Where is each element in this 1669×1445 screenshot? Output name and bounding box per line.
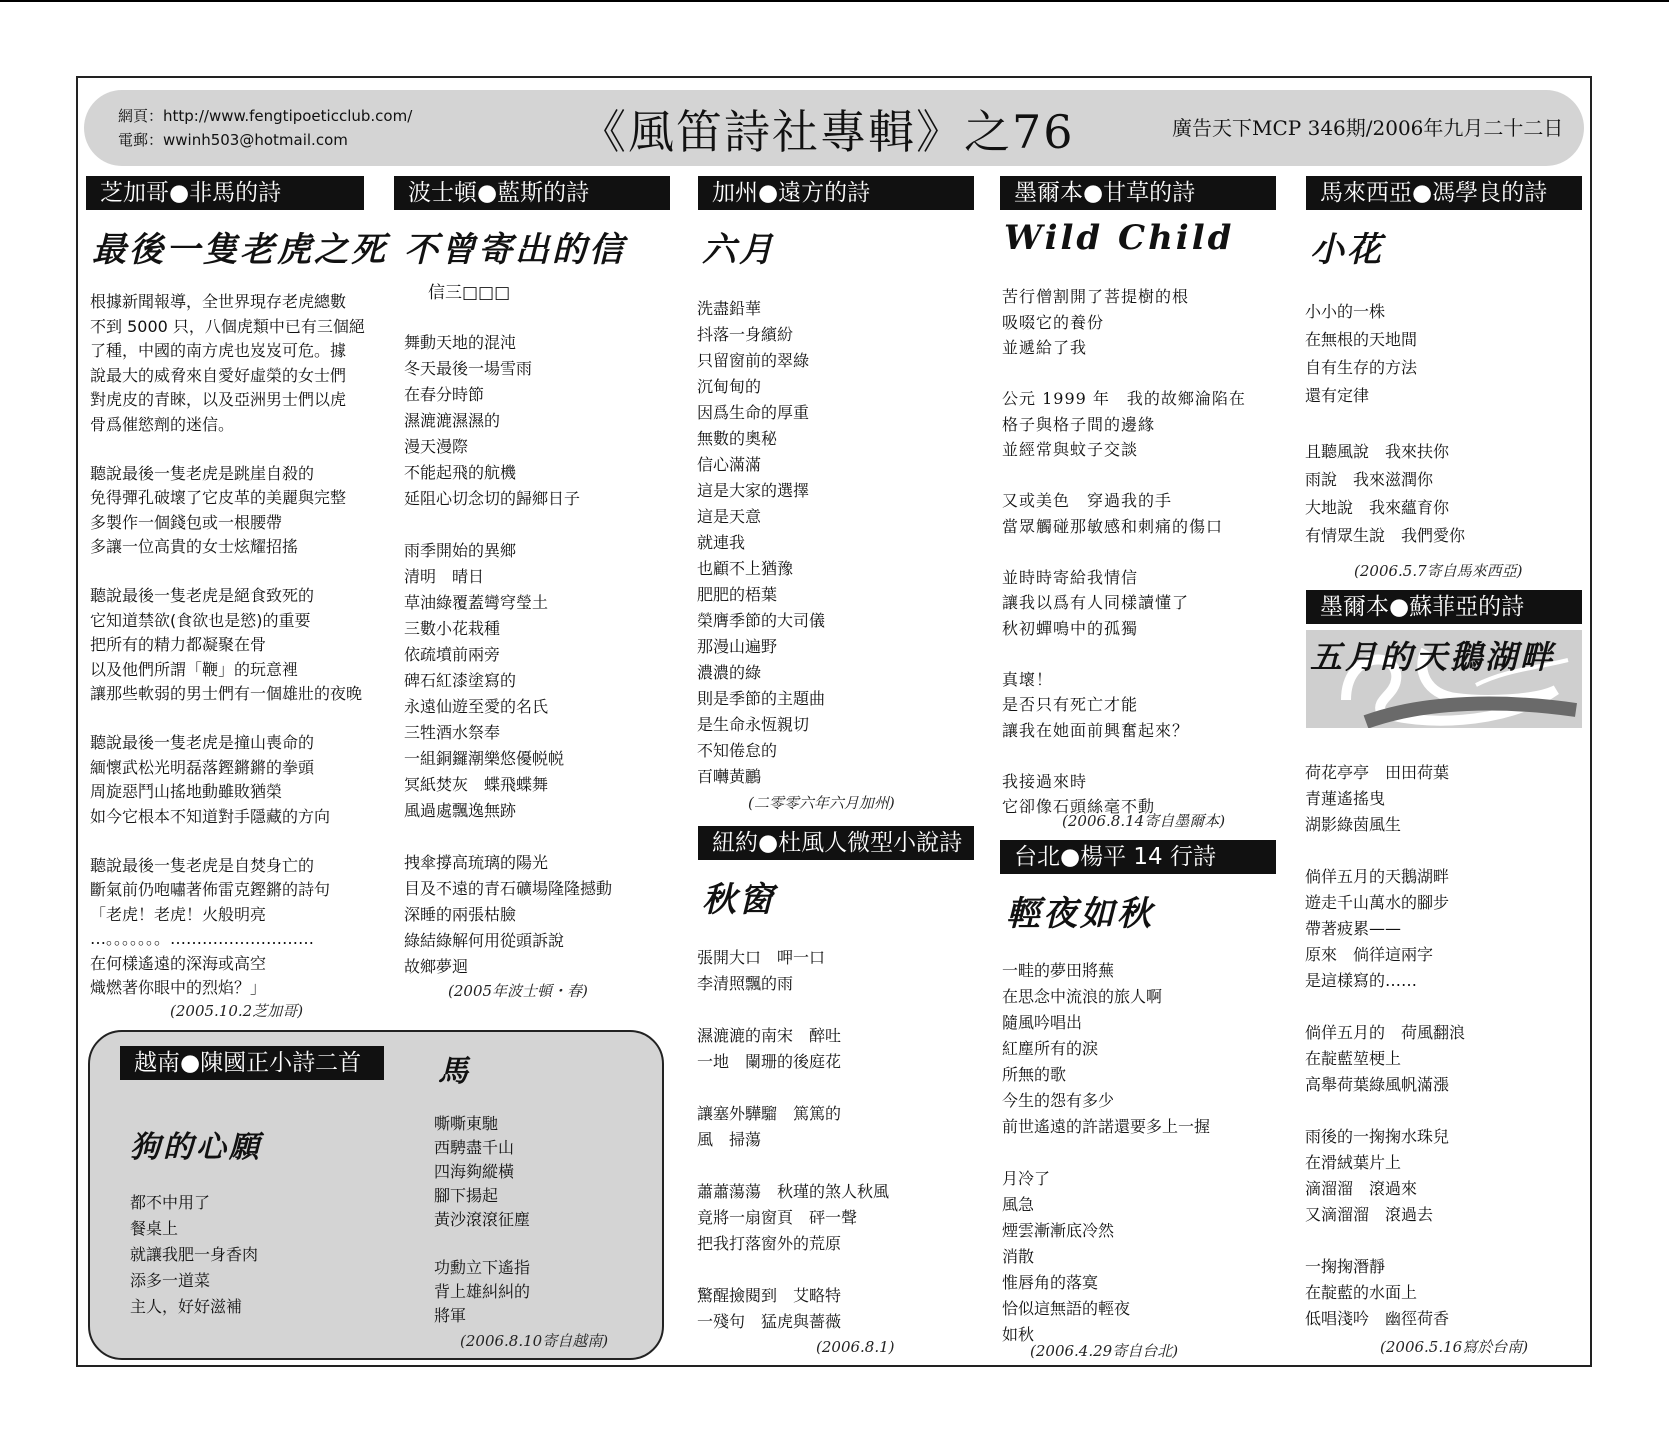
poem-body-june: 洗盡鉛華 抖落一身繽紛 只留窗前的翠綠 沉甸甸的 因爲生命的厚重 無數的奧秘 信心滿滿 這是大家的選擇 這是天意 就連我 也顧不上猶豫 肥肥的梧葉 榮膺季節的大司儀 那漫山遍野 濃濃的綠 則是季節的主題曲 是生命永恆親切 不知倦怠的 百囀黃鸝	[697, 299, 826, 786]
poem-title-horse: 馬	[438, 1054, 471, 1089]
poem-note-light-night: (2006.4.29寄自台北)	[1030, 1342, 1179, 1360]
website-link[interactable]: 網頁：http://www.fengtipoeticclub.com/	[118, 107, 413, 125]
poem-note-unsent-letter: (2005年波士頓・春)	[448, 982, 588, 1000]
section-header-melbourne-gancao: 墨爾本●甘草的詩	[1000, 176, 1276, 210]
poem-title-little-flower: 小花	[1310, 230, 1384, 270]
poem-title-swan-lake: 五月的天鵝湖畔	[1310, 638, 1556, 676]
section-header-malaysia: 馬來西亞●馮學良的詩	[1306, 176, 1582, 210]
poem-body-autumn-window: 張開大口 呷一口 李清照飄的雨 濕漉漉的南宋 醉吐 一地 闌珊的後庭花 讓塞外驊騮 篤篤的 風 掃蕩 蕭蕭蕩蕩 秋瑾的煞人秋風 竟將一扇窗頁 砰一聲 把我打落窗外的荒原 驚醒撿閱到 艾略特 一殘句 猛虎與薔薇	[697, 948, 890, 1331]
poem-subtitle-unsent-letter: 信三□□□	[428, 283, 511, 303]
poem-body-dog-wish: 都不中用了 餐桌上 就讓我肥一身香肉 添多一道菜 主人，好好滋補	[130, 1193, 259, 1316]
poem-body-wild-child: 苦行僧割開了菩提樹的根 吸啜它的養份 並遞給了我 公元 1999 年 我的故鄉淪陷在 格子與格子間的邊緣 並經常與蚊子交談 又或美色 穿過我的手 當眾觸碰那敏感和刺痛的傷口 並時時寄給我情信 讓我以爲有人同樣讀懂了 秋初蟬鳴中的孤獨 真壞！ 是否只有死亡才能 讓我在她面前興奮起來？ 我接過來時 它卻像石頭絲毫不動	[1002, 287, 1246, 816]
contact-info	[118, 104, 412, 152]
poem-title-unsent-letter: 不曾寄出的信	[404, 230, 626, 270]
poem-note-autumn-window: (2006.8.1)	[816, 1338, 895, 1356]
poem-title-last-tiger: 最後一隻老虎之死	[92, 230, 388, 270]
section-header-california: 加州●遠方的詩	[698, 176, 974, 210]
poem-title-light-night: 輕夜如秋	[1006, 894, 1154, 934]
poem-note-vietnam: (2006.8.10寄自越南)	[460, 1332, 609, 1350]
section-header-boston: 波士頓●藍斯的詩	[394, 176, 670, 210]
poem-body-light-night: 一畦的夢田將蕪 在思念中流浪的旅人啊 隨風吟唱出 紅塵所有的淚 所無的歌 今生的怨有多少 前世遙遠的許諾還要多上一握 月冷了 風急 煙雲漸漸底冷然 消散 惟唇角的落寞 恰似這無語的輕夜 如秋	[1002, 961, 1211, 1344]
poem-title-june: 六月	[702, 230, 776, 270]
section-header-taipei: 台北●楊平 14 行詩	[1000, 840, 1276, 874]
section-header-melbourne-sophia: 墨爾本●蘇菲亞的詩	[1306, 590, 1582, 624]
poem-body-little-flower: 小小的一株 在無根的天地間 自有生存的方法 還有定律 且聽風說 我來扶你 雨說 我來滋潤你 大地說 我來蘊育你 有情眾生說 我們愛你	[1305, 302, 1466, 545]
email-link[interactable]: 電郵：wwinh503@hotmail.com	[118, 131, 348, 149]
poem-body-swan-lake: 荷花亭亭 田田荷葉 青蓮遙搖曳 湖影綠茵風生 倘佯五月的天鵝湖畔 遊走千山萬水的腳步 帶著疲累—— 原來 倘徉這兩字 是這樣寫的…… 倘佯五月的 荷風翻浪 在靛藍堃梗上 高舉荷葉綠風帆滿漲 雨後的一掬掬水珠兒 在滑絨葉片上 滴溜溜 滾過來 又滴溜溜 滾過去 一掬掬潛靜 在靛藍的水面上 低唱淺吟 幽徑荷香	[1305, 763, 1466, 1328]
poem-note-little-flower: (2006.5.7寄自馬來西亞)	[1354, 562, 1523, 580]
section-header-vietnam: 越南●陳國正小詩二首	[120, 1046, 384, 1080]
top-rule	[0, 0, 1669, 2]
section-header-chicago: 芝加哥●非馬的詩	[86, 176, 364, 210]
section-header-newyork: 紐約●杜風人微型小說詩	[698, 826, 974, 860]
poem-note-june: (二零零六年六月加州)	[748, 794, 895, 812]
poem-note-wild-child: (2006.8.14寄自墨爾本)	[1062, 812, 1226, 830]
poem-body-last-tiger: 根據新聞報導，全世界現存老虎總數 不到 5000 只，八個虎類中已有三個絕 了種，中國的南方虎也岌岌可危。據 說最大的威脅來自愛好虛榮的女士們 對虎皮的青睞，以及亞洲男士們以虎 骨爲催慾劑的迷信。 聽說最後一隻老虎是跳崖自殺的 免得彈孔破壞了它皮革的美麗與完整 多製作一個錢包或一根腰帶 多讓一位高貴的女士炫耀招搖 聽說最後一隻老虎是絕食致死的 它知道禁欲(食欲也是慾)的重要 把所有的精力都凝聚在骨 以及他們所謂「鞭」的玩意裡 讓那些軟弱的男士們有一個雄壯的夜晚 聽說最後一隻老虎是撞山喪命的 緬懷武松光明磊落鏗鏘鏘的拳頭 周旋惡鬥山搖地動雖敗猶榮 如今它根本不知道對手隱藏的方向 聽說最後一隻老虎是自焚身亡的 斷氣前仍咆嘯著佈雷克鏗鏘的詩句 「老虎！老虎！火般明亮 …。。。。。。。……………………… 在何樣遙遠的深海或高空 熾燃著你眼中的烈焰？」	[90, 292, 365, 997]
page-title: 《風笛詩社專輯》之76	[580, 105, 1075, 159]
issue-info: 廣告天下MCP 346期/2006年九月二十二日	[1172, 116, 1564, 140]
poem-note-last-tiger: (2005.10.2芝加哥)	[170, 1002, 304, 1020]
poem-note-swan-lake: (2006.5.16寫於台南)	[1380, 1338, 1529, 1356]
poem-body-horse: 嘶嘶東馳 西騁盡千山 四海夠縱橫 腳下揚起 黃沙滾滾征塵 功勳立下遙指 背上雄糾糾的 將軍	[434, 1114, 531, 1325]
poem-title-dog-wish: 狗的心願	[130, 1130, 262, 1165]
poem-title-autumn-window: 秋窗	[702, 880, 776, 920]
poem-body-unsent-letter: 舞動天地的混沌 冬天最後一場雪雨 在春分時節 濕漉漉濕濕的 漫天漫際 不能起飛的航機 延阻心切念切的歸鄉日子 雨季開始的異鄉 清明 晴日 草油綠覆蓋彎穹瑩土 三數小花栽種 依疏墳前兩旁 碑石紅漆塗寫的 永遠仙遊至愛的名氏 三牲酒水祭奉 一組銅鑼潮樂悠優帨帨 冥紙焚灰 蝶飛蝶舞 風過處飄逸無跡 拽傘撐高琉璃的陽光 目及不遠的青石礦場隆隆撼動 深睡的兩張枯臉 綠結綠解何用從頭訴說 故鄉夢迴	[404, 333, 613, 976]
poem-title-wild-child: Wild Child	[1004, 218, 1235, 258]
